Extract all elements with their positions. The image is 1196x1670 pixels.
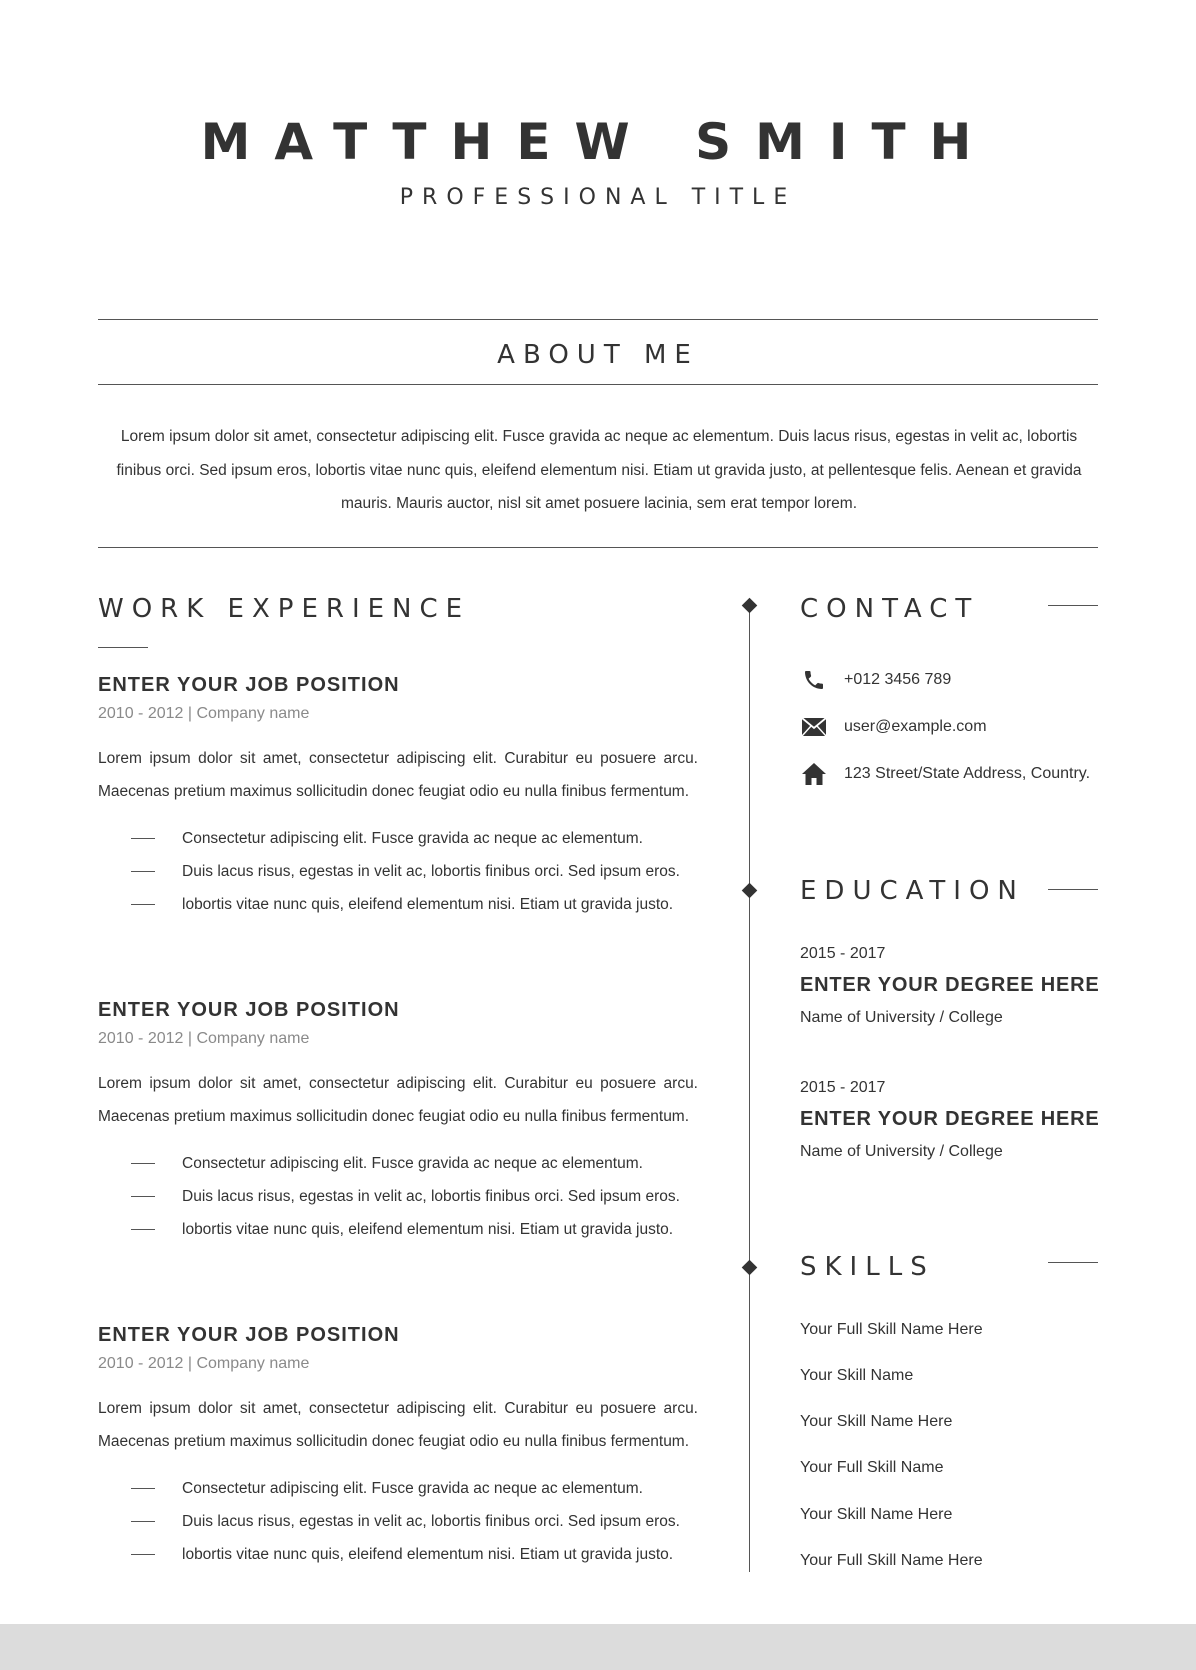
education-entry [800,1077,1100,1163]
resume-name: MATTHEW SMITH [200,113,996,171]
dash-bullet-icon [131,838,155,839]
contact-heading-rule [1048,605,1098,606]
about-top-rule [98,319,1098,320]
phone-text: +012 3456 789 [844,671,952,688]
job-position: ENTER YOUR JOB POSITION [98,674,400,696]
phone-icon [800,666,828,694]
job-bullet [98,1213,698,1246]
contact-heading: CONTACT [800,594,980,624]
dash-bullet-icon [131,904,155,905]
dash-bullet-icon [131,1163,155,1164]
job-bullet-text: lobortis vitae nunc quis, eleifend elementum nisi. Etiam ut gravida justo. [182,896,674,913]
job-dates-company: 2010 - 2012 | Company name [98,1355,310,1372]
job-bullet [98,1472,698,1505]
about-heading: ABOUT ME [497,340,699,370]
job-bullet-list [98,822,698,921]
diamond-marker-icon [742,598,758,614]
dash-bullet-icon [131,1488,155,1489]
job-bullet [98,888,698,921]
job-bullet [98,1180,698,1213]
education-years: 2015 - 2017 [800,945,886,962]
work-experience-heading: WORK EXPERIENCE [98,594,471,624]
email-text: user@example.com [844,718,987,735]
job-dates-company: 2010 - 2012 | Company name [98,1030,310,1047]
job-entry [98,672,698,921]
dash-bullet-icon [131,1229,155,1230]
address-text: 123 Street/State Address, Country. [844,765,1091,782]
job-bullet-text: Duis lacus risus, egestas in velit ac, lobortis finibus orci. Sed ipsum eros. [182,1513,680,1530]
education-years: 2015 - 2017 [800,1079,886,1096]
section-divider-rule [98,547,1098,548]
professional-title: PROFESSIONAL TITLE [399,185,797,210]
job-bullet [98,1147,698,1180]
job-description: Lorem ipsum dolor sit amet, consectetur adipiscing elit. Curabitur eu posuere arcu. Maecenas pretium maximus sollicitudin donec feugiat odio eu nulla finibus fermentum. [98,1075,698,1125]
dash-bullet-icon [131,871,155,872]
home-icon [800,760,828,788]
education-entry [800,943,1100,1029]
timeline-line [749,604,750,1572]
job-bullet [98,1505,698,1538]
envelope-icon [800,713,828,741]
job-entry [98,1322,698,1571]
contact-email [800,712,987,742]
dash-bullet-icon [131,1196,155,1197]
job-description: Lorem ipsum dolor sit amet, consectetur adipiscing elit. Curabitur eu posuere arcu. Maecenas pretium maximus sollicitudin donec feugiat odio eu nulla finibus fermentum. [98,1400,698,1450]
skill-item: Your Full Skill Name [800,1459,944,1476]
education-degree: ENTER YOUR DEGREE HERE [800,974,1100,996]
job-bullet-text: Duis lacus risus, egestas in velit ac, lobortis finibus orci. Sed ipsum eros. [182,1188,680,1205]
job-bullet-text: Duis lacus risus, egestas in velit ac, lobortis finibus orci. Sed ipsum eros. [182,863,680,880]
education-heading-rule [1048,889,1098,890]
job-position: ENTER YOUR JOB POSITION [98,999,400,1021]
job-bullet-list [98,1147,698,1246]
job-position: ENTER YOUR JOB POSITION [98,1324,400,1346]
education-school: Name of University / College [800,1143,1003,1160]
skill-item: Your Full Skill Name Here [800,1321,983,1338]
dash-bullet-icon [131,1554,155,1555]
job-bullet-text: lobortis vitae nunc quis, eleifend elementum nisi. Etiam ut gravida justo. [182,1546,674,1563]
job-bullet [98,855,698,888]
job-bullet-text: Consectetur adipiscing elit. Fusce gravida ac neque ac elementum. [182,1155,643,1172]
skill-item: Your Full Skill Name Here [800,1552,983,1569]
job-bullet-text: Consectetur adipiscing elit. Fusce gravida ac neque ac elementum. [182,1480,643,1497]
skill-item: Your Skill Name Here [800,1506,953,1523]
education-degree: ENTER YOUR DEGREE HERE [800,1108,1100,1130]
about-bottom-rule [98,384,1098,385]
skill-item: Your Skill Name Here [800,1413,953,1430]
job-dates-company: 2010 - 2012 | Company name [98,705,310,722]
education-heading: EDUCATION [800,876,1025,906]
contact-address [800,759,1090,789]
diamond-marker-icon [742,883,758,899]
job-bullet [98,822,698,855]
skill-item: Your Skill Name [800,1367,914,1384]
job-description: Lorem ipsum dolor sit amet, consectetur adipiscing elit. Curabitur eu posuere arcu. Maecenas pretium maximus sollicitudin donec feugiat odio eu nulla finibus fermentum. [98,750,698,800]
work-heading-underline [98,647,148,648]
contact-phone [800,665,951,695]
education-school: Name of University / College [800,1009,1003,1026]
dash-bullet-icon [131,1521,155,1522]
page-footer-band [0,1624,1196,1670]
job-bullet-list [98,1472,698,1571]
about-text: Lorem ipsum dolor sit amet, consectetur adipiscing elit. Fusce gravida ac neque ac elementum. Duis lacus risus, egestas in velit ac, lobortis finibus orci. Sed ipsum eros, lobortis vitae nunc quis, eleifend elementum nisi. Etiam ut gravida justo, at pellentesque felis. Aenean et gravida mauris. Mauris auctor, nisl sit amet posuere lacinia, sem erat tempor lorem. [116,428,1082,512]
job-bullet-text: Consectetur adipiscing elit. Fusce gravida ac neque ac elementum. [182,830,643,847]
skills-heading: SKILLS [800,1252,935,1282]
job-entry [98,997,698,1246]
skills-heading-rule [1048,1262,1098,1263]
diamond-marker-icon [742,1260,758,1276]
job-bullet [98,1538,698,1571]
job-bullet-text: lobortis vitae nunc quis, eleifend elementum nisi. Etiam ut gravida justo. [182,1221,674,1238]
